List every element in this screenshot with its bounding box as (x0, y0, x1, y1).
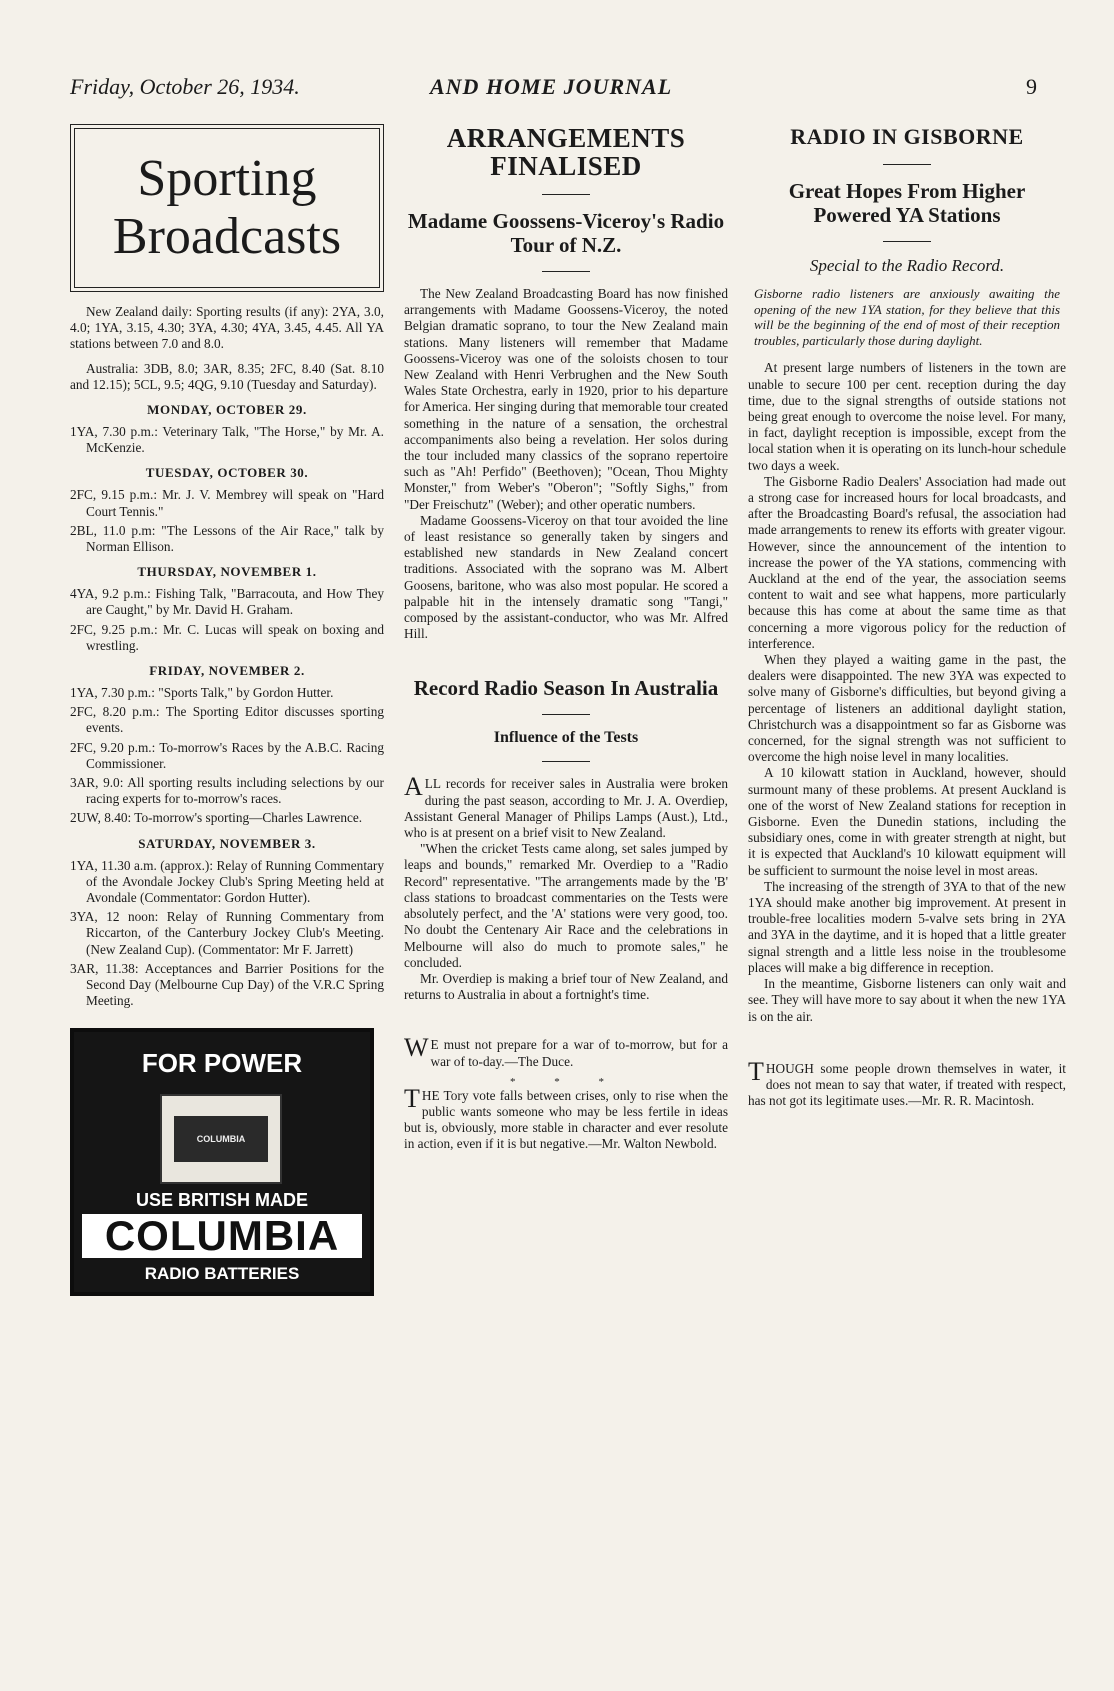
quote-newbold: THE Tory vote falls between crises, only to rise when the public wants someone who may be less fertile in ideas but is, obviously, more stable in character and ever resolute in action, even if it is but negative.—Mr. Walton Newbold. (404, 1083, 728, 1152)
arrangements-paragraph: Madame Goossens-Viceroy on that tour avoided the line of least resistance so generally taken by singers and established new standards in New Zealand concert traditions. Associated with the soprano was M. Albert Goosens, baritone, who was also most popular. He scored a palpable hit in the intensely dramatic song "Tangi," composed by the assistant-conductor, who was Mr. Alfred Hill. (404, 512, 728, 642)
record-paragraph: Mr. Overdiep is making a brief tour of New Zealand, and returns to Australia in about a fortnight's time. (404, 970, 728, 1003)
program-entry: 3AR, 11.38: Acceptances and Barrier Positions for the Second Day (Melbourne Cup Day) of the V.R.C Spring Meeting. (70, 960, 384, 1009)
battery-label: COLUMBIA (174, 1116, 268, 1162)
program-entry: 1YA, 7.30 p.m.: Veterinary Talk, "The Horse," by Mr. A. McKenzie. (70, 424, 384, 456)
program-entry: 2FC, 9.25 p.m.: Mr. C. Lucas will speak on boxing and wrestling. (70, 621, 384, 653)
day-heading: SATURDAY, NOVEMBER 3. (138, 835, 316, 851)
page-header (0, 74, 1114, 108)
column-gisborne (748, 124, 1066, 1115)
divider (883, 241, 931, 242)
separator-stars: * * * (510, 1075, 622, 1088)
gisborne-subhead: Great Hopes From Higher Powered YA Stations (788, 179, 1026, 227)
divider (883, 164, 931, 165)
quote-macintosh: THOUGH some people drown themselves in water, it does not mean to say that water, if treated with respect, has not got its legitimate uses.—Mr. R. R. Macintosh. (748, 1056, 1066, 1109)
divider (542, 194, 590, 195)
nz-schedule: New Zealand daily: Sporting results (if any): 2YA, 3.0, 4.0; 1YA, 3.15, 4.30; 3YA, 4.30; 4YA, 3.45, 4.45. All YA stations between 7.0 and 8.0. (70, 304, 384, 352)
day-heading: TUESDAY, OCTOBER 30. (145, 465, 309, 481)
ad-headline: FOR POWER (141, 1047, 303, 1078)
divider (542, 714, 590, 715)
aus-schedule: Australia: 3DB, 8.0; 3AR, 8.35; 2FC, 8.40 (Sat. 8.10 and 12.15); 5CL, 9.5; 4QG, 9.10 (Tuesday and Saturday). (70, 360, 384, 392)
columbia-battery-ad (70, 1028, 374, 1296)
gisborne-paragraph: When they played a waiting game in the past, the dealers were disappointed. The new 3YA was expected to solve many of Gisborne's difficulties, but beyond giving a percentage of listeners an additional daylight station, Christchurch was a disappointment so far as Gisborne was concerned, for the signal strength was not sufficient to overcome the high noise level in many localities. (748, 652, 1066, 765)
program-entry: 2FC, 8.20 p.m.: The Sporting Editor discusses sporting events. (70, 704, 384, 736)
column-sporting (70, 124, 384, 1296)
divider (542, 271, 590, 272)
ad-subline: USE BRITISH MADE (135, 1189, 308, 1210)
page-number: 9 (1026, 74, 1037, 99)
column-arrangements (404, 124, 728, 1159)
quote-duce: WE must not prepare for a war of to-morrow, but for a war of to-day.—The Duce. (404, 1033, 728, 1069)
ad-product: RADIO BATTERIES (144, 1263, 300, 1283)
divider (542, 761, 590, 762)
record-paragraph: "When the cricket Tests came along, set sales jumped by leaps and bounds," remarked Mr. Overdiep to a "Radio Record" representative. "The arrangements made by the 'B' class stations to broadcast commentaries on the Tests were absolutely perfect, and the 'A' stations were very good, too. No doubt the Centenary Air Race and the celebrations in Melbourne will also do much to promote sales," he concluded. (404, 841, 728, 970)
gisborne-paragraph: The increasing of the strength of 3YA to that of the new 1YA should make another big improvement. At present in trouble-free localities modern 5-valve sets bring in 2YA and 3YA in the daytime, and it is hoped that a little greater signal strength and a little less noise in the troublesome places will make a big difference in reception. (748, 878, 1066, 975)
arrangements-subhead: Madame Goossens-Viceroy's Radio Tour of N.Z. (407, 209, 725, 257)
day-heading: THURSDAY, NOVEMBER 1. (137, 564, 317, 580)
gisborne-lede: Gisborne radio listeners are anxiously awaiting the opening of the new 1YA station, for they believe that this will be the beginning of the end of most of their reception troubles, particularly those during daylight. (754, 286, 1060, 348)
sporting-title-box (74, 128, 380, 288)
issue-date: Friday, October 26, 1934. (70, 74, 300, 99)
program-entry: 2FC, 9.20 p.m.: To-morrow's Races by the A.B.C. Racing Commissioner. (70, 739, 384, 771)
program-entry: 1YA, 7.30 p.m.: "Sports Talk," by Gordon Hutter. (70, 685, 334, 701)
program-entry: 3AR, 9.0: All sporting results including selections by our racing experts for to-morrow's races. (70, 775, 384, 807)
record-subhead: Influence of the Tests (493, 729, 639, 747)
battery-icon (160, 1094, 282, 1184)
program-entry: 2BL, 11.0 p.m: "The Lessons of the Air Race," talk by Norman Ellison. (70, 522, 384, 555)
program-entry: 2FC, 9.15 p.m.: Mr. J. V. Membrey will speak on "Hard Court Tennis." (70, 487, 384, 519)
program-entry: 3YA, 12 noon: Relay of Running Commentary from Riccarton, of the Canterbury Jockey Club's Meeting. (New Zealand Cup). (Commentator: Mr F. Jarrett) (70, 909, 384, 957)
gisborne-paragraph: In the meantime, Gisborne listeners can only wait and see. They will have more to say about it when the new 1YA is on the air. (748, 976, 1066, 1024)
sporting-title-line2: Broadcasts (112, 208, 342, 265)
special-credit: Special to the Radio Record. (809, 256, 1005, 275)
record-headline: Record Radio Season In Australia (413, 676, 719, 701)
program-entry: 4YA, 9.2 p.m.: Fishing Talk, "Barracouta, and How They are Caught," by Mr. David H. Graham. (70, 586, 384, 618)
gisborne-paragraph: The Gisborne Radio Dealers' Association had made out a strong case for increased hours for local broadcasts, and after the Broadcasting Board's refusal, the association had made arrangements to renew its efforts with greater vigour. However, since the announcement of the intention to increase the power of the YA stations, commencing with Auckland at the end of the year, the association seems content to wait and see what happens, more particularly because this has come at about the same time as that concerning a more vigorous policy for the reduction of interference. (748, 473, 1066, 651)
program-entry: 2UW, 8.40: To-morrow's sporting—Charles Lawrence. (70, 810, 363, 826)
gisborne-paragraph: At present large numbers of listeners in the town are unable to secure 100 per cent. reception during the day time, due to the signal strengths of outside stations not being great enough to overcome the noise level. For many, in fact, daylight reception is impossible, except from the local station when it is operating on its lunch-hour schedule two days a week. (748, 360, 1066, 473)
day-heading: MONDAY, OCTOBER 29. (147, 402, 307, 418)
gisborne-paragraph: A 10 kilowatt station in Auckland, however, should surmount many of these problems. At present Auckland is one of the worst of New Zealand stations for reception in Gisborne. Even the Dunedin stations, including the subsidiary ones, come in with greater strength at night, but it is expected that Auckland's 10 kilowatt equipment will be sufficient to surmount the noise level in most areas. (748, 765, 1066, 878)
record-paragraph: ALL records for receiver sales in Australia were broken during the past season, according to Mr. J. A. Overdiep, Assistant General Manager of Philips Lamps (Aust.), Ltd., who is at present on a brief visit to New Zealand. (404, 772, 728, 841)
gisborne-headline: RADIO IN GISBORNE (790, 124, 1024, 149)
arrangements-paragraph: The New Zealand Broadcasting Board has now finished arrangements with Madame Goossens-Viceroy, the noted Belgian dramatic soprano, to tour the New Zealand main stations. Many listeners will remember that Madame Goossens-Viceroy was one of the soloists chosen to tour New Zealand with Henri Verbrughen and the New South Wales State Orchestra, early in 1920, prior to his departure for America. Her singing during that memorable tour created something in the nature of a sensation, the orchestral accompaniments also being a revelation. Her solos during the tour included many classics of the soprano repertoire such as "Ah! Perfido" (Beethoven); "Ocean, Thou Mighty Monster," from Weber's "Oberon"; "Softly Sighs," from "Der Freischutz" (Weber); and other operatic numbers. (404, 286, 728, 512)
ad-brand: COLUMBIA (82, 1214, 362, 1258)
sporting-title-line1: Sporting (137, 150, 317, 207)
program-entry: 1YA, 11.30 a.m. (approx.): Relay of Running Commentary of the Avondale Jockey Club's Spring Meeting held at Avondale (Commentator: Gordon Hutter). (70, 857, 384, 906)
journal-title: AND HOME JOURNAL (430, 74, 673, 99)
day-heading: FRIDAY, NOVEMBER 2. (149, 663, 305, 679)
arrangements-headline: ARRANGEMENTS FINALISED (446, 123, 686, 181)
